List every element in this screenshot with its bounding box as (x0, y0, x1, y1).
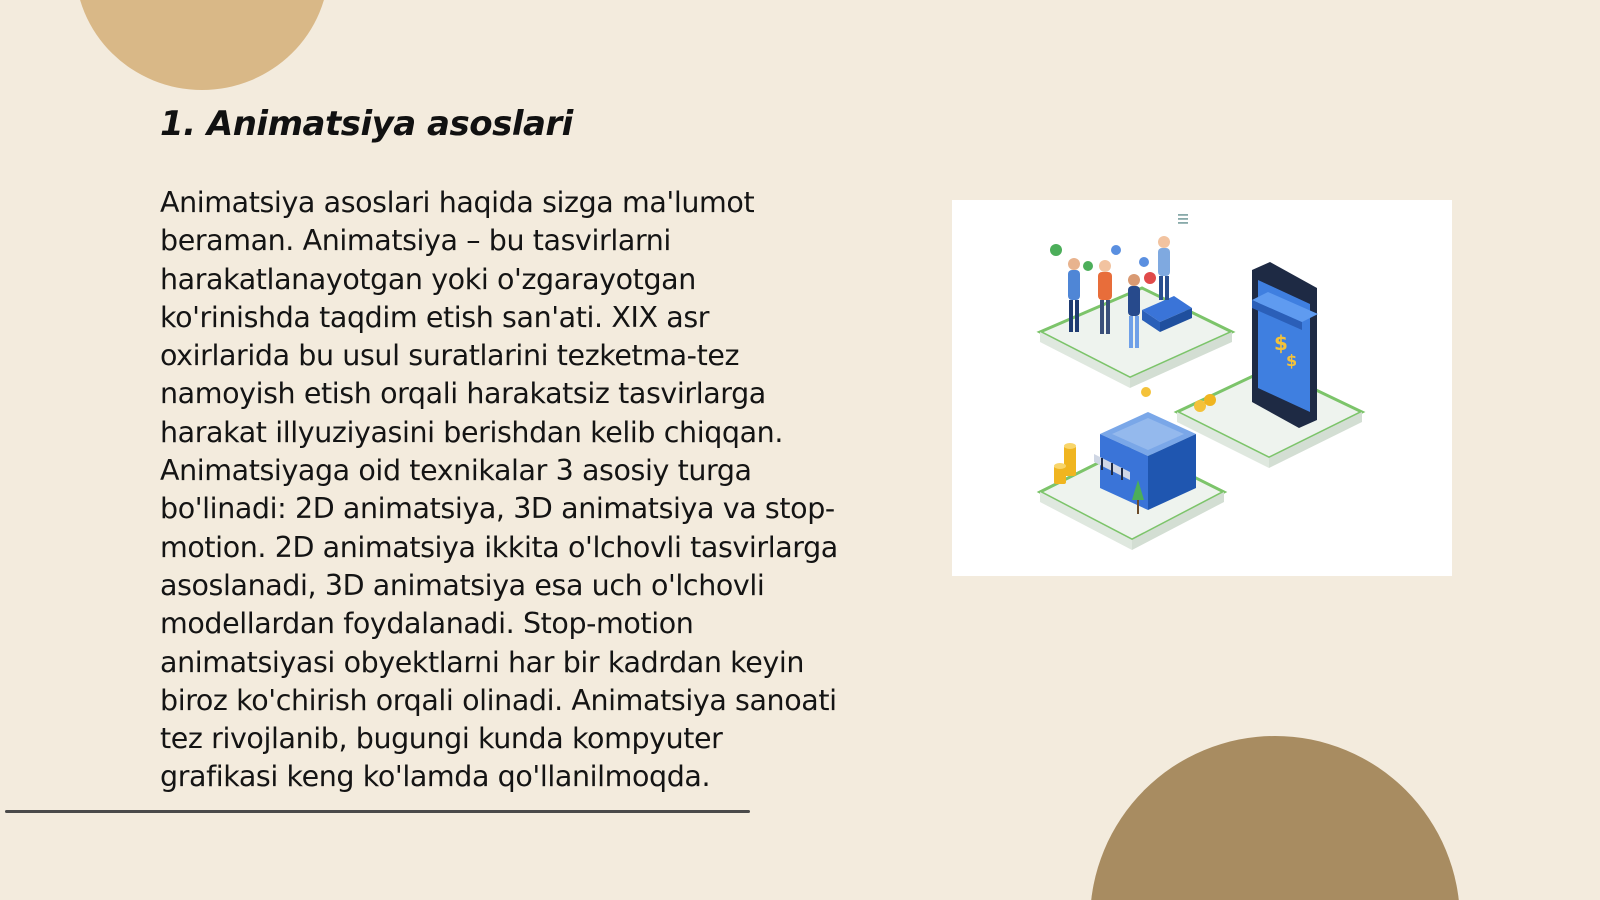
slide-body-text: Animatsiya asoslari haqida sizga ma'lumot beraman. Animatsiya – bu tasvirlarni harakatlanayotgan yoki o'zgarayotgan ko'rinishda taqdim etish san'ati. XIX asr oxirlarida bu usul suratlarini tezketma-tez namoyish etish orqali harakatsiz tasvirlarga harakat illyuziyasini berishdan kelib chiqqan. Animatsiyaga oid texnikalar 3 asosiy turga bo'linadi: 2D animatsiya, 3D animatsiya va stop-motion. 2D animatsiya ikkita o'lchovli tasvirlarga asoslanadi, 3D animatsiya esa uch o'lchovli modellardan foydalanadi. Stop-motion animatsiyasi obyektlarni har bir kadrdan keyin biroz ko'chirish orqali olinadi. Animatsiya sanoati tez rivojlanib, bugungi kunda kompyuter grafikasi keng ko'lamda qo'llanilmoqda. (160, 186, 838, 794)
people-platform-icon (1040, 214, 1232, 388)
svg-text:$: $ (1274, 331, 1288, 355)
divider-line (5, 810, 750, 813)
storefront-icon (1040, 412, 1224, 550)
isometric-ecommerce-illustration (952, 200, 1452, 576)
decorative-circle-bottom (1090, 736, 1460, 900)
slide-title: 1. Animatsiya asoslari (160, 104, 573, 144)
decorative-circle-top (75, 0, 329, 90)
svg-text:$: $ (1286, 351, 1298, 370)
